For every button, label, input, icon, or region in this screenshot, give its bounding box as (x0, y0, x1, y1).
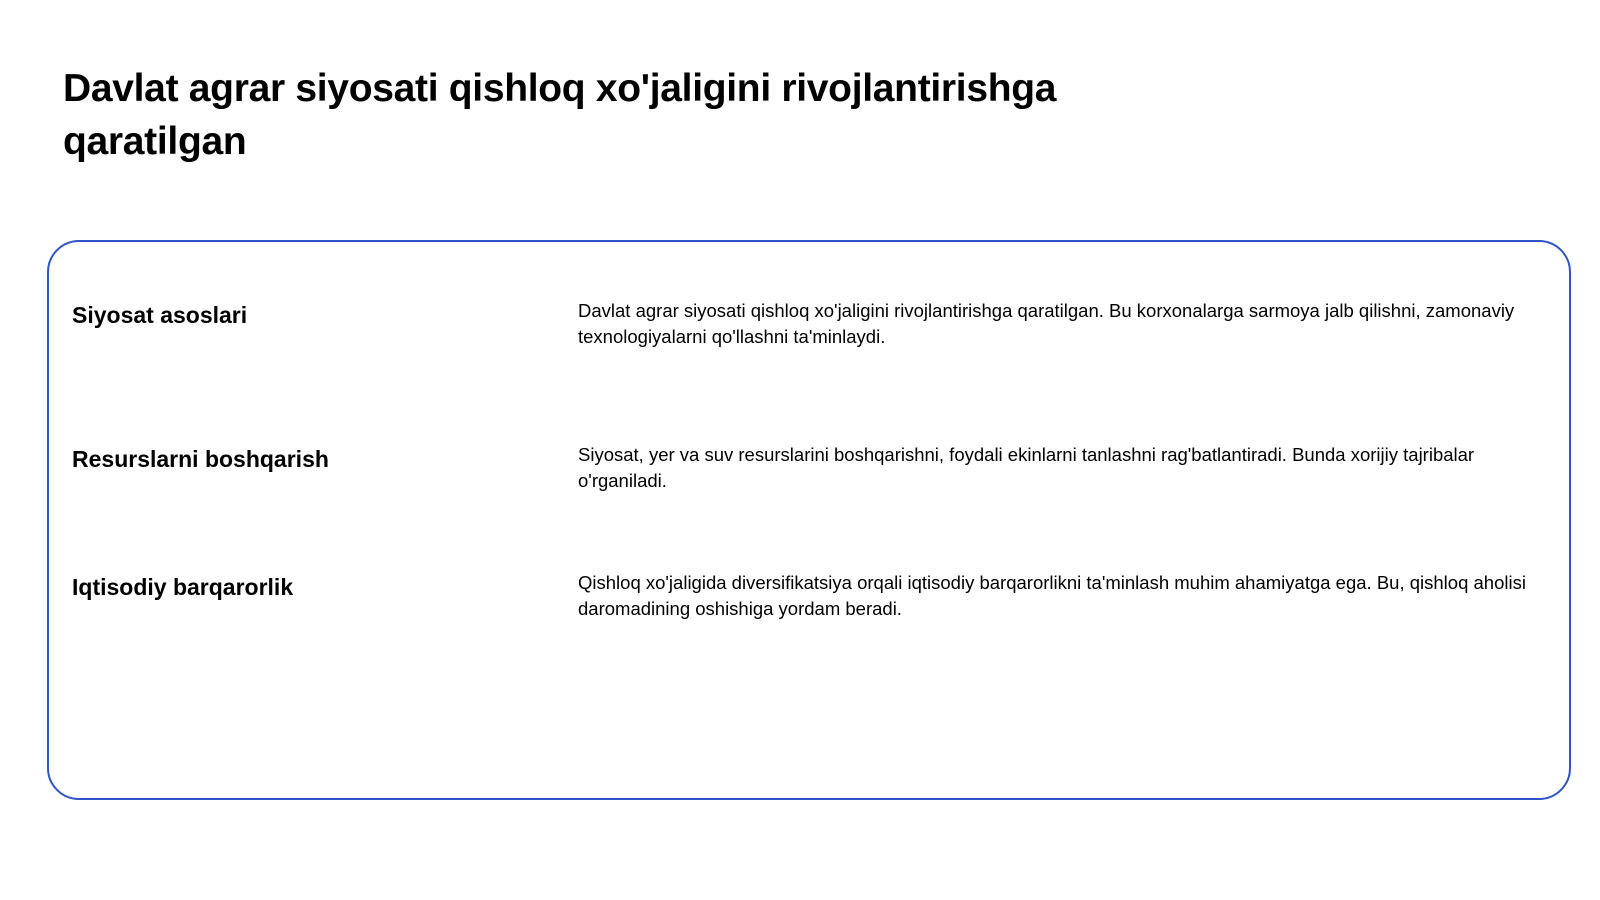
row-heading: Resurslarni boshqarish (72, 446, 329, 472)
row-heading: Siyosat asoslari (72, 302, 248, 328)
row-heading: Iqtisodiy barqarorlik (72, 574, 294, 600)
row-description: Davlat agrar siyosati qishloq xo'jaligini rivojlantirishga qaratilgan. Bu korxonalarga sarmoya jalb qilishni, zamonaviy texnologiyalarni qo'llashni ta'minlaydi. (578, 300, 1515, 347)
content-card (47, 240, 1571, 800)
row-description: Qishloq xo'jaligida diversifikatsiya orqali iqtisodiy barqarorlikni ta'minlash muhim ahamiyatga ega. Bu, qishloq aholisi daromadining oshishiga yordam beradi. (578, 572, 1526, 619)
row-description: Siyosat, yer va suv resurslarini boshqarishni, foydali ekinlarni tanlashni rag'batlantiradi. Bunda xorijiy tajribalar o'rganiladi. (578, 444, 1475, 491)
slide-title: Davlat agrar siyosati qishloq xo'jaligini rivojlantirishga qaratilgan (63, 67, 1057, 163)
